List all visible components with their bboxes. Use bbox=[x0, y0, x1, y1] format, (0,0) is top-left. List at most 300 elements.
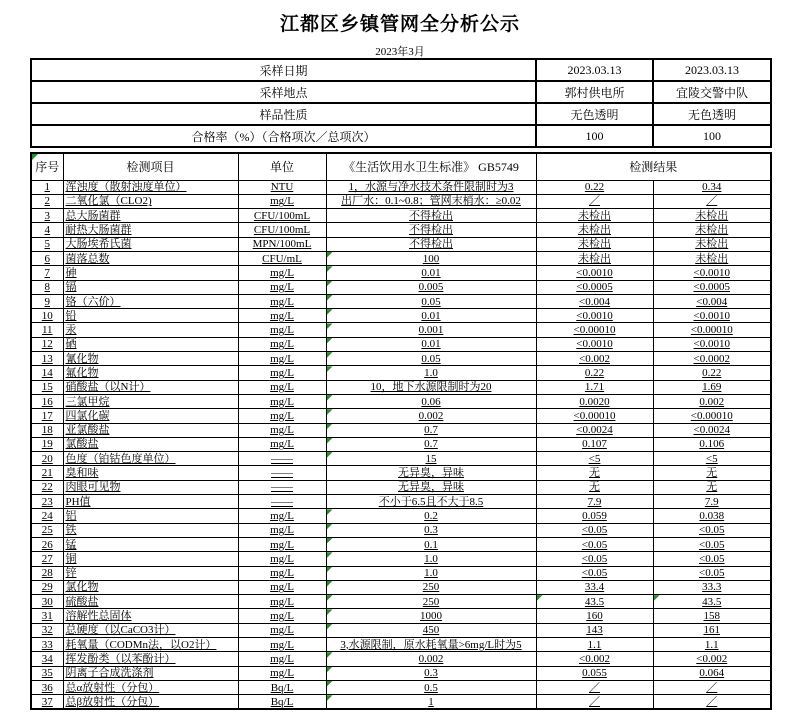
summary-value-cell: 2023.03.13 bbox=[536, 59, 653, 81]
item-cell: 溶解性总固体 bbox=[63, 609, 238, 623]
item-cell: 色度（铂钴色度单位） bbox=[63, 452, 238, 466]
result-cell-1: 未检出 bbox=[536, 251, 653, 265]
unit-cell: mg/L bbox=[238, 309, 326, 323]
item-cell: 汞 bbox=[63, 323, 238, 337]
unit-cell: —— bbox=[238, 495, 326, 509]
seq-cell: 2 bbox=[31, 194, 63, 208]
standard-cell: 无异臭，异味 bbox=[326, 480, 536, 494]
result-cell-2: <0.05 bbox=[653, 537, 771, 551]
item-cell: 镉 bbox=[63, 280, 238, 294]
result-row bbox=[31, 352, 771, 366]
result-row bbox=[31, 623, 771, 637]
result-cell-1: 未检出 bbox=[536, 223, 653, 237]
summary-label-cell: 采样日期 bbox=[31, 59, 536, 81]
item-cell: 三氯甲烷 bbox=[63, 394, 238, 408]
standard-cell: 无异臭，异味 bbox=[326, 466, 536, 480]
seq-cell: 24 bbox=[31, 509, 63, 523]
item-cell: 浑浊度（散射浊度单位） bbox=[63, 180, 238, 194]
seq-cell: 22 bbox=[31, 480, 63, 494]
excel-corner-marker bbox=[327, 252, 333, 258]
result-cell-1: <0.00010 bbox=[536, 323, 653, 337]
seq-cell: 31 bbox=[31, 609, 63, 623]
result-cell-1: 无 bbox=[536, 480, 653, 494]
standard-cell: 250 bbox=[326, 580, 536, 594]
item-cell: 铅 bbox=[63, 309, 238, 323]
item-cell: 锌 bbox=[63, 566, 238, 580]
result-cell-2: 0.22 bbox=[653, 366, 771, 380]
excel-corner-marker bbox=[327, 524, 333, 530]
result-cell-2: <0.004 bbox=[653, 294, 771, 308]
result-cell-2: 未检出 bbox=[653, 251, 771, 265]
result-cell-2: 7.9 bbox=[653, 495, 771, 509]
standard-cell: 0.002 bbox=[326, 652, 536, 666]
result-row bbox=[31, 466, 771, 480]
standard-cell: 0.5 bbox=[326, 680, 536, 694]
unit-cell: mg/L bbox=[238, 280, 326, 294]
excel-corner-marker bbox=[327, 538, 333, 544]
result-cell-2: <0.0005 bbox=[653, 280, 771, 294]
result-row bbox=[31, 237, 771, 251]
result-cell-1: ／ bbox=[536, 695, 653, 709]
seq-cell: 12 bbox=[31, 337, 63, 351]
column-header-result-label: 检测结果 bbox=[629, 160, 678, 175]
result-cell-1: 0.059 bbox=[536, 509, 653, 523]
seq-cell: 37 bbox=[31, 695, 63, 709]
seq-cell: 9 bbox=[31, 294, 63, 308]
result-cell-1: <5 bbox=[536, 452, 653, 466]
result-row bbox=[31, 695, 771, 709]
result-cell-2: ／ bbox=[653, 194, 771, 208]
unit-cell: CFU/100mL bbox=[238, 223, 326, 237]
column-header-standard-label: 《生活饮用水卫生标准》 GB5749 bbox=[343, 160, 519, 175]
seq-cell: 1 bbox=[31, 180, 63, 194]
item-cell: 锰 bbox=[63, 537, 238, 551]
excel-corner-marker bbox=[327, 338, 333, 344]
unit-cell: mg/L bbox=[238, 423, 326, 437]
item-cell: 菌落总数 bbox=[63, 251, 238, 265]
unit-cell: mg/L bbox=[238, 409, 326, 423]
item-cell: 氯化物 bbox=[63, 580, 238, 594]
item-cell: 肉眼可见物 bbox=[63, 480, 238, 494]
excel-corner-marker bbox=[327, 609, 333, 615]
result-cell-2: <0.0010 bbox=[653, 266, 771, 280]
result-row bbox=[31, 523, 771, 537]
result-cell-1: ／ bbox=[536, 680, 653, 694]
result-row bbox=[31, 194, 771, 208]
item-cell: 铁 bbox=[63, 523, 238, 537]
unit-cell: mg/L bbox=[238, 666, 326, 680]
result-cell-2: 1.69 bbox=[653, 380, 771, 394]
result-cell-2: 33.3 bbox=[653, 580, 771, 594]
column-header-seq-label: 序号 bbox=[35, 160, 60, 175]
result-row bbox=[31, 452, 771, 466]
result-row bbox=[31, 566, 771, 580]
seq-cell: 13 bbox=[31, 352, 63, 366]
item-cell: 耗氧量（CODMn法，以O2计） bbox=[63, 638, 238, 652]
standard-cell: 0.7 bbox=[326, 423, 536, 437]
seq-cell: 21 bbox=[31, 466, 63, 480]
summary-value-cell: 100 bbox=[653, 125, 771, 147]
result-cell-2: 0.064 bbox=[653, 666, 771, 680]
page-subtitle: 2023年3月 bbox=[375, 46, 425, 58]
excel-corner-marker bbox=[327, 652, 333, 658]
unit-cell: mg/L bbox=[238, 595, 326, 609]
seq-cell: 29 bbox=[31, 580, 63, 594]
standard-cell: 不得检出 bbox=[326, 209, 536, 223]
summary-row bbox=[31, 125, 771, 147]
result-cell-2: <0.0010 bbox=[653, 337, 771, 351]
result-row bbox=[31, 580, 771, 594]
seq-cell: 36 bbox=[31, 680, 63, 694]
result-cell-2: 0.34 bbox=[653, 180, 771, 194]
seq-cell: 10 bbox=[31, 309, 63, 323]
standard-cell: 250 bbox=[326, 595, 536, 609]
unit-cell: CFU/100mL bbox=[238, 209, 326, 223]
standard-cell: 0.001 bbox=[326, 323, 536, 337]
unit-cell: —— bbox=[238, 452, 326, 466]
unit-cell: mg/L bbox=[238, 194, 326, 208]
result-row bbox=[31, 223, 771, 237]
seq-cell: 5 bbox=[31, 237, 63, 251]
item-cell: 耐热大肠菌群 bbox=[63, 223, 238, 237]
unit-cell: mg/L bbox=[238, 609, 326, 623]
result-row bbox=[31, 366, 771, 380]
result-row bbox=[31, 337, 771, 351]
column-header-seq bbox=[31, 153, 63, 180]
standard-cell: 不小于6.5且不大于8.5 bbox=[326, 495, 536, 509]
standard-cell: 不得检出 bbox=[326, 223, 536, 237]
unit-cell: MPN/100mL bbox=[238, 237, 326, 251]
result-row bbox=[31, 394, 771, 408]
result-cell-2: <0.05 bbox=[653, 566, 771, 580]
result-cell-1: 7.9 bbox=[536, 495, 653, 509]
item-cell: 总硬度（以CaCO3计） bbox=[63, 623, 238, 637]
result-cell-1: <0.002 bbox=[536, 652, 653, 666]
seq-cell: 16 bbox=[31, 394, 63, 408]
excel-corner-marker bbox=[327, 681, 333, 687]
result-cell-1: 0.22 bbox=[536, 180, 653, 194]
result-cell-1: 160 bbox=[536, 609, 653, 623]
seq-cell: 33 bbox=[31, 638, 63, 652]
result-cell-2: 未检出 bbox=[653, 237, 771, 251]
result-cell-2: ／ bbox=[653, 695, 771, 709]
column-header-result bbox=[536, 153, 771, 180]
result-row bbox=[31, 180, 771, 194]
item-cell: 氯酸盐 bbox=[63, 437, 238, 451]
standard-cell: 0.3 bbox=[326, 666, 536, 680]
summary-value-cell: 宜陵交警中队 bbox=[653, 81, 771, 103]
excel-corner-marker bbox=[327, 452, 333, 458]
result-row bbox=[31, 638, 771, 652]
results-header-row bbox=[31, 153, 771, 180]
item-cell: 四氯化碳 bbox=[63, 409, 238, 423]
excel-corner-marker bbox=[327, 509, 333, 515]
unit-cell: mg/L bbox=[238, 337, 326, 351]
result-cell-2: 161 bbox=[653, 623, 771, 637]
column-header-unit-label: 单位 bbox=[269, 160, 294, 175]
seq-cell: 34 bbox=[31, 652, 63, 666]
seq-cell: 18 bbox=[31, 423, 63, 437]
summary-value-cell: 2023.03.13 bbox=[653, 59, 771, 81]
result-row bbox=[31, 323, 771, 337]
excel-corner-marker bbox=[327, 667, 333, 673]
summary-value-cell: 郭村供电所 bbox=[536, 81, 653, 103]
seq-cell: 35 bbox=[31, 666, 63, 680]
result-row bbox=[31, 666, 771, 680]
result-cell-1: <0.0010 bbox=[536, 266, 653, 280]
result-cell-2: 0.002 bbox=[653, 394, 771, 408]
standard-cell: 1.0 bbox=[326, 552, 536, 566]
result-cell-1: <0.05 bbox=[536, 566, 653, 580]
result-cell-2: 无 bbox=[653, 480, 771, 494]
standard-cell: 1，水源与净水技术条件限制时为3 bbox=[326, 180, 536, 194]
standard-cell: 0.3 bbox=[326, 523, 536, 537]
seq-cell: 20 bbox=[31, 452, 63, 466]
result-cell-2: 43.5 bbox=[653, 595, 771, 609]
seq-cell: 25 bbox=[31, 523, 63, 537]
standard-cell: 不得检出 bbox=[326, 237, 536, 251]
seq-cell: 4 bbox=[31, 223, 63, 237]
standard-cell: 1.0 bbox=[326, 366, 536, 380]
excel-corner-marker bbox=[327, 366, 333, 372]
unit-cell: mg/L bbox=[238, 509, 326, 523]
result-cell-1: 未检出 bbox=[536, 209, 653, 223]
result-cell-1: <0.0010 bbox=[536, 337, 653, 351]
item-cell: 总大肠菌群 bbox=[63, 209, 238, 223]
summary-label-cell: 样品性质 bbox=[31, 103, 536, 125]
result-cell-2: 1.1 bbox=[653, 638, 771, 652]
excel-corner-marker bbox=[327, 295, 333, 301]
result-cell-2: <0.0024 bbox=[653, 423, 771, 437]
seq-cell: 32 bbox=[31, 623, 63, 637]
standard-cell: 1000 bbox=[326, 609, 536, 623]
unit-cell: mg/L bbox=[238, 537, 326, 551]
result-row bbox=[31, 309, 771, 323]
result-row bbox=[31, 609, 771, 623]
unit-cell: mg/L bbox=[238, 566, 326, 580]
item-cell: 砷 bbox=[63, 266, 238, 280]
unit-cell: mg/L bbox=[238, 523, 326, 537]
item-cell: 氰化物 bbox=[63, 352, 238, 366]
unit-cell: mg/L bbox=[238, 437, 326, 451]
result-cell-1: <0.0010 bbox=[536, 309, 653, 323]
summary-table bbox=[30, 58, 772, 148]
item-cell: 亚氯酸盐 bbox=[63, 423, 238, 437]
excel-corner-marker bbox=[327, 409, 333, 415]
result-cell-1: <0.05 bbox=[536, 537, 653, 551]
page-title: 江都区乡镇管网全分析公示 bbox=[279, 14, 520, 35]
standard-cell: 3,水源限制，原水耗氧量>6mg/L时为5 bbox=[326, 638, 536, 652]
excel-corner-marker bbox=[327, 323, 333, 329]
result-cell-2: <0.00010 bbox=[653, 409, 771, 423]
excel-corner-marker bbox=[537, 595, 543, 601]
result-cell-2: <5 bbox=[653, 452, 771, 466]
column-header-standard bbox=[326, 153, 536, 180]
seq-cell: 8 bbox=[31, 280, 63, 294]
item-cell: 氟化物 bbox=[63, 366, 238, 380]
item-cell: 大肠埃希氏菌 bbox=[63, 237, 238, 251]
seq-cell: 27 bbox=[31, 552, 63, 566]
excel-corner-marker bbox=[327, 552, 333, 558]
standard-cell: 0.005 bbox=[326, 280, 536, 294]
unit-cell: mg/L bbox=[238, 580, 326, 594]
result-cell-2: <0.05 bbox=[653, 552, 771, 566]
result-cell-2: 158 bbox=[653, 609, 771, 623]
result-cell-2: 0.038 bbox=[653, 509, 771, 523]
result-row bbox=[31, 509, 771, 523]
unit-cell: mg/L bbox=[238, 638, 326, 652]
result-cell-1: <0.0024 bbox=[536, 423, 653, 437]
result-row bbox=[31, 409, 771, 423]
item-cell: 硫酸盐 bbox=[63, 595, 238, 609]
seq-cell: 15 bbox=[31, 380, 63, 394]
standard-cell: 0.01 bbox=[326, 309, 536, 323]
seq-cell: 28 bbox=[31, 566, 63, 580]
unit-cell: mg/L bbox=[238, 623, 326, 637]
seq-cell: 17 bbox=[31, 409, 63, 423]
result-row bbox=[31, 266, 771, 280]
result-cell-1: 43.5 bbox=[536, 595, 653, 609]
result-cell-1: ／ bbox=[536, 194, 653, 208]
item-cell: 铬（六价） bbox=[63, 294, 238, 308]
result-cell-2: 无 bbox=[653, 466, 771, 480]
result-row bbox=[31, 437, 771, 451]
excel-corner-marker bbox=[327, 567, 333, 573]
unit-cell: Bq/L bbox=[238, 695, 326, 709]
seq-cell: 11 bbox=[31, 323, 63, 337]
result-row bbox=[31, 595, 771, 609]
unit-cell: mg/L bbox=[238, 294, 326, 308]
excel-corner-marker bbox=[327, 624, 333, 630]
unit-cell: mg/L bbox=[238, 323, 326, 337]
excel-corner-marker bbox=[327, 595, 333, 601]
item-cell: 臭和味 bbox=[63, 466, 238, 480]
result-row bbox=[31, 423, 771, 437]
result-cell-1: <0.004 bbox=[536, 294, 653, 308]
unit-cell: —— bbox=[238, 466, 326, 480]
summary-row bbox=[31, 59, 771, 81]
item-cell: 硝酸盐（以N计） bbox=[63, 380, 238, 394]
result-cell-1: <0.05 bbox=[536, 552, 653, 566]
summary-row bbox=[31, 103, 771, 125]
result-row bbox=[31, 537, 771, 551]
result-cell-1: 1.1 bbox=[536, 638, 653, 652]
excel-corner-marker bbox=[327, 266, 333, 272]
column-header-unit bbox=[238, 153, 326, 180]
summary-row bbox=[31, 81, 771, 103]
unit-cell: mg/L bbox=[238, 394, 326, 408]
result-cell-1: <0.0005 bbox=[536, 280, 653, 294]
seq-cell: 3 bbox=[31, 209, 63, 223]
summary-label-cell: 采样地点 bbox=[31, 81, 536, 103]
standard-cell: 0.002 bbox=[326, 409, 536, 423]
item-cell: 总α放射性（分包） bbox=[63, 680, 238, 694]
item-cell: 硒 bbox=[63, 337, 238, 351]
unit-cell: NTU bbox=[238, 180, 326, 194]
results-table bbox=[30, 152, 772, 710]
result-row bbox=[31, 209, 771, 223]
result-row bbox=[31, 652, 771, 666]
excel-corner-marker bbox=[327, 581, 333, 587]
result-row bbox=[31, 495, 771, 509]
seq-cell: 19 bbox=[31, 437, 63, 451]
column-header-item bbox=[63, 153, 238, 180]
summary-label-cell: 合格率（%）（合格项次／总项次） bbox=[31, 125, 536, 147]
result-cell-1: 0.107 bbox=[536, 437, 653, 451]
standard-cell: 0.7 bbox=[326, 437, 536, 451]
result-cell-1: 0.22 bbox=[536, 366, 653, 380]
standard-cell: 0.05 bbox=[326, 352, 536, 366]
result-cell-2: <0.0010 bbox=[653, 309, 771, 323]
result-row bbox=[31, 294, 771, 308]
standard-cell: 450 bbox=[326, 623, 536, 637]
excel-corner-marker bbox=[327, 281, 333, 287]
result-cell-1: 1.71 bbox=[536, 380, 653, 394]
result-cell-2: <0.002 bbox=[653, 652, 771, 666]
result-cell-1: <0.002 bbox=[536, 352, 653, 366]
standard-cell: 0.05 bbox=[326, 294, 536, 308]
summary-value-cell: 无色透明 bbox=[653, 103, 771, 125]
standard-cell: 1 bbox=[326, 695, 536, 709]
standard-cell: 10，地下水源限制时为20 bbox=[326, 380, 536, 394]
result-cell-2: ／ bbox=[653, 680, 771, 694]
result-cell-1: 未检出 bbox=[536, 237, 653, 251]
excel-corner-marker bbox=[327, 309, 333, 315]
result-cell-1: 0.055 bbox=[536, 666, 653, 680]
result-cell-2: <0.00010 bbox=[653, 323, 771, 337]
result-row bbox=[31, 552, 771, 566]
seq-cell: 23 bbox=[31, 495, 63, 509]
result-cell-2: <0.05 bbox=[653, 523, 771, 537]
standard-cell: 0.06 bbox=[326, 394, 536, 408]
item-cell: 阴离子合成洗涤剂 bbox=[63, 666, 238, 680]
item-cell: 挥发酚类（以苯酚计） bbox=[63, 652, 238, 666]
result-row bbox=[31, 251, 771, 265]
standard-cell: 0.2 bbox=[326, 509, 536, 523]
column-header-item-label: 检测项目 bbox=[126, 160, 175, 175]
result-cell-1: 无 bbox=[536, 466, 653, 480]
standard-cell: 出厂水：0.1~0.8；管网末梢水：≥0.02 bbox=[326, 194, 536, 208]
result-row bbox=[31, 480, 771, 494]
result-cell-2: 未检出 bbox=[653, 223, 771, 237]
result-cell-2: 未检出 bbox=[653, 209, 771, 223]
unit-cell: mg/L bbox=[238, 352, 326, 366]
item-cell: 铜 bbox=[63, 552, 238, 566]
excel-corner-marker bbox=[327, 695, 333, 701]
seq-cell: 30 bbox=[31, 595, 63, 609]
result-cell-1: 0.0020 bbox=[536, 394, 653, 408]
standard-cell: 15 bbox=[326, 452, 536, 466]
result-cell-1: 33.4 bbox=[536, 580, 653, 594]
excel-corner-marker bbox=[327, 395, 333, 401]
excel-corner-marker bbox=[654, 595, 660, 601]
unit-cell: Bq/L bbox=[238, 680, 326, 694]
summary-value-cell: 100 bbox=[536, 125, 653, 147]
excel-corner-marker bbox=[327, 424, 333, 430]
standard-cell: 0.01 bbox=[326, 266, 536, 280]
result-cell-2: <0.0002 bbox=[653, 352, 771, 366]
standard-cell: 0.1 bbox=[326, 537, 536, 551]
item-cell: 铝 bbox=[63, 509, 238, 523]
summary-value-cell: 无色透明 bbox=[536, 103, 653, 125]
result-row bbox=[31, 680, 771, 694]
seq-cell: 7 bbox=[31, 266, 63, 280]
result-cell-1: 143 bbox=[536, 623, 653, 637]
item-cell: PH值 bbox=[63, 495, 238, 509]
result-cell-1: <0.00010 bbox=[536, 409, 653, 423]
standard-cell: 1.0 bbox=[326, 566, 536, 580]
result-row bbox=[31, 280, 771, 294]
